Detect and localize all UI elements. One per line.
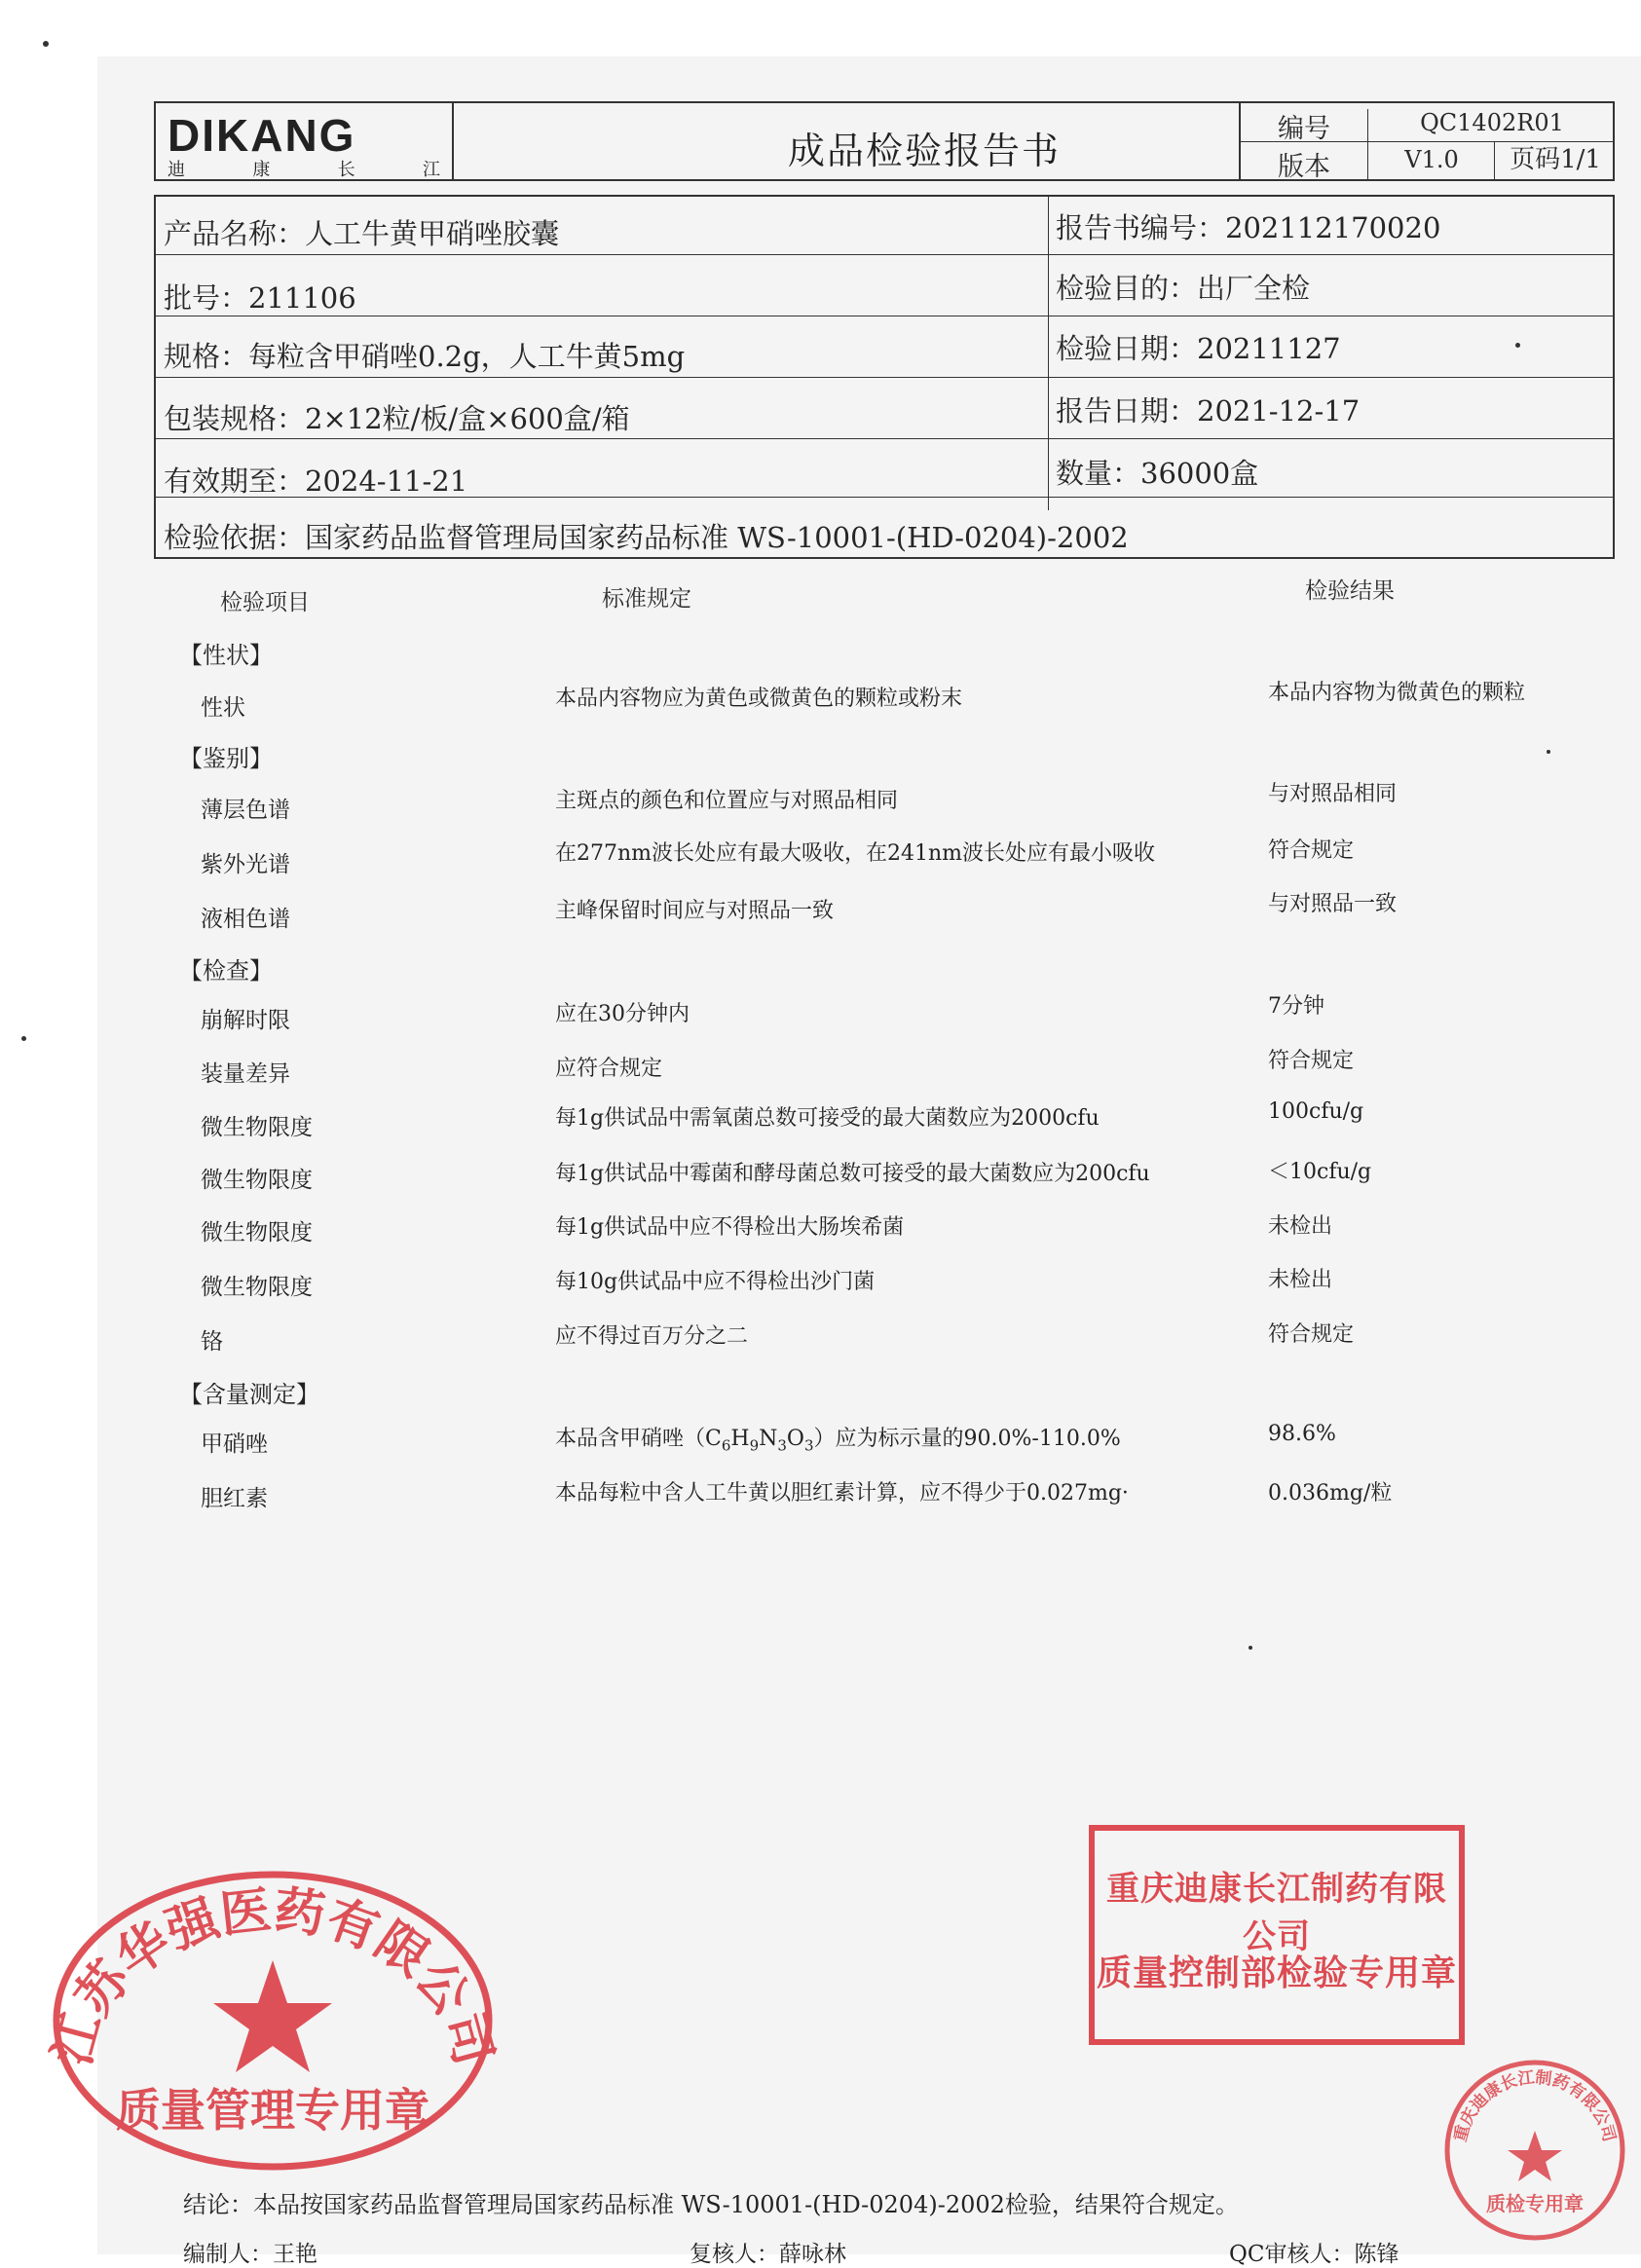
table-divider [156, 254, 1613, 255]
item-standard: 每1g供试品中霉菌和酵母菌总数可接受的最大菌数应为200cfu [555, 1162, 1150, 1186]
formula-subscript: 3 [777, 1436, 787, 1455]
item-name: 薄层色谱 [201, 798, 290, 823]
formula-subscript: 6 [721, 1436, 731, 1455]
item-name: 性状 [201, 695, 245, 721]
standard-text: ）应为标示量的90.0%-110.0% [813, 1427, 1121, 1451]
conclusion: 结论：本品按国家药品监督管理局国家药品标准 WS-10001-(HD-0204)-2002检验，结果符合规定。 [183, 2191, 1239, 2218]
report-number: 报告书编号：202112170020 [1056, 211, 1441, 244]
logo-chinese [168, 156, 440, 181]
report-date: 报告日期：2021-12-17 [1056, 394, 1361, 428]
item-result: 本品内容物为微黄色的颗粒 [1268, 681, 1526, 705]
formula-subscript: 9 [749, 1436, 760, 1455]
item-result: 与对照品一致 [1268, 892, 1398, 916]
item-standard: 应在30分钟内 [555, 1002, 690, 1026]
item-result: 符合规定 [1268, 1049, 1355, 1073]
item-standard: 本品每粒中含人工牛黄以胆红素计算，应不得少于0.027mg· [555, 1481, 1129, 1506]
product-name: 产品名称：人工牛黄甲硝唑胶囊 [164, 217, 560, 250]
item-name: 紫外光谱 [201, 852, 290, 877]
column-item: 检验项目 [220, 590, 310, 615]
qc-reviewer: QC审核人：陈锋 [1229, 2242, 1399, 2267]
version-value: V1.0 [1367, 141, 1495, 179]
stamp-left-company: 江苏华强医药有限公司 [42, 1879, 503, 2071]
inspection-date: 检验日期：20211127 [1056, 332, 1341, 365]
item-name: 铬 [201, 1329, 223, 1355]
scan-speck [43, 41, 49, 47]
table-divider [156, 438, 1613, 439]
stamp-small-purpose: 质检专用章 [1486, 2192, 1584, 2215]
section-title: 【检查】 [179, 957, 273, 985]
item-name: 胆红素 [201, 1486, 268, 1511]
item-name: 微生物限度 [201, 1220, 313, 1246]
item-result: 100cfu/g [1268, 1099, 1364, 1124]
meta-version-row [1241, 141, 1615, 182]
version-label: 版本 [1278, 152, 1330, 182]
logo-char: 长 [337, 160, 355, 179]
scan-speck [21, 1036, 26, 1041]
item-standard: 本品内容物应为黄色或微黄色的颗粒或粉末 [555, 687, 963, 711]
item-name: 微生物限度 [201, 1115, 313, 1140]
document-title: 成品检验报告书 [787, 130, 1061, 172]
stamp-right-line1: 重庆迪康长江制药有限公司 [1106, 1870, 1447, 1956]
item-standard: 主斑点的颜色和位置应与对照品相同 [555, 789, 899, 813]
preparer: 编制人：王艳 [183, 2242, 317, 2267]
item-standard: 每1g供试品中需氧菌总数可接受的最大菌数应为2000cfu [555, 1106, 1100, 1131]
logo-char: 康 [252, 160, 271, 179]
formula-element: N [759, 1427, 778, 1451]
reviewer: 复核人：薛咏林 [690, 2242, 846, 2267]
scan-speck [1249, 1646, 1252, 1650]
item-standard: 每10g供试品中应不得检出沙门菌 [555, 1270, 876, 1294]
code-label: 编号 [1278, 114, 1330, 144]
specification: 规格：每粒含甲硝唑0.2g，人工牛黄5mg [164, 340, 686, 373]
star-icon [213, 1960, 332, 2072]
item-result: ＜10cfu/g [1268, 1160, 1372, 1184]
item-name: 甲硝唑 [201, 1431, 268, 1457]
logo-char: 江 [422, 160, 440, 179]
item-name: 装量差异 [201, 1061, 290, 1087]
item-name: 微生物限度 [201, 1168, 313, 1193]
stamp-small-circle [1437, 2053, 1632, 2248]
item-standard: 在277nm波长处应有最大吸收，在241nm波长处应有最小吸收 [555, 841, 1156, 866]
item-standard: 应不得过百万分之二 [555, 1324, 749, 1349]
formula-subscript: 3 [803, 1436, 814, 1455]
item-result: 98.6% [1268, 1422, 1336, 1446]
formula-element: H [730, 1427, 750, 1451]
item-standard: 主峰保留时间应与对照品一致 [555, 899, 835, 923]
column-result: 检验结果 [1305, 578, 1395, 604]
item-result: 未检出 [1268, 1268, 1333, 1292]
product-info-table [154, 195, 1615, 559]
report-header [154, 101, 1615, 181]
document-meta [1239, 103, 1615, 182]
item-result: 0.036mg/粒 [1268, 1481, 1393, 1506]
item-result: 与对照品相同 [1268, 782, 1398, 806]
section-title: 【性状】 [179, 642, 273, 669]
item-result: 7分钟 [1268, 994, 1324, 1019]
stamp-left-oval [39, 1855, 506, 2186]
stamp-small-company: 重庆迪康长江制药有限公司 [1450, 2067, 1620, 2144]
meta-code-row [1241, 103, 1615, 142]
code-value: QC1402R01 [1367, 109, 1616, 141]
item-result: 符合规定 [1268, 1322, 1355, 1347]
page-number: 页码1/1 [1494, 141, 1616, 179]
expiry-date: 有效期至：2024-11-21 [164, 465, 468, 498]
package-spec: 包装规格：2×12粒/板/盒×600盒/箱 [164, 402, 630, 435]
quantity: 数量：36000盒 [1056, 457, 1259, 490]
star-icon [1508, 2131, 1562, 2181]
logo-brand: DIKANG [168, 110, 356, 161]
section-title: 【鉴别】 [179, 745, 273, 772]
item-result: 未检出 [1268, 1214, 1333, 1239]
formula-element: O [786, 1427, 804, 1451]
table-divider [1048, 197, 1049, 510]
section-title: 【含量测定】 [179, 1381, 319, 1408]
item-result: 符合规定 [1268, 838, 1355, 863]
item-standard: 每1g供试品中应不得检出大肠埃希菌 [555, 1215, 905, 1240]
stamp-right-rect [1089, 1825, 1465, 2045]
inspection-purpose: 检验目的：出厂全检 [1056, 272, 1311, 305]
table-divider [156, 377, 1613, 378]
standard-text: 本品含甲硝唑（C [555, 1427, 722, 1451]
item-name: 崩解时限 [201, 1008, 290, 1033]
column-standard: 标准规定 [602, 586, 691, 612]
item-standard-formula [555, 1422, 1121, 1454]
scan-speck [1547, 750, 1550, 754]
stamp-right-line2: 质量控制部检验专用章 [1096, 1952, 1457, 1993]
stamp-left-purpose: 质量管理专用章 [116, 2084, 429, 2137]
item-name: 液相色谱 [201, 907, 290, 932]
item-standard: 应符合规定 [555, 1057, 663, 1081]
batch-number: 批号：211106 [164, 281, 356, 315]
logo-char: 迪 [168, 160, 185, 179]
item-name: 微生物限度 [201, 1275, 313, 1300]
company-logo [156, 103, 454, 179]
inspection-basis: 检验依据：国家药品监督管理局国家药品标准 WS-10001-(HD-0204)-2002 [164, 521, 1129, 554]
